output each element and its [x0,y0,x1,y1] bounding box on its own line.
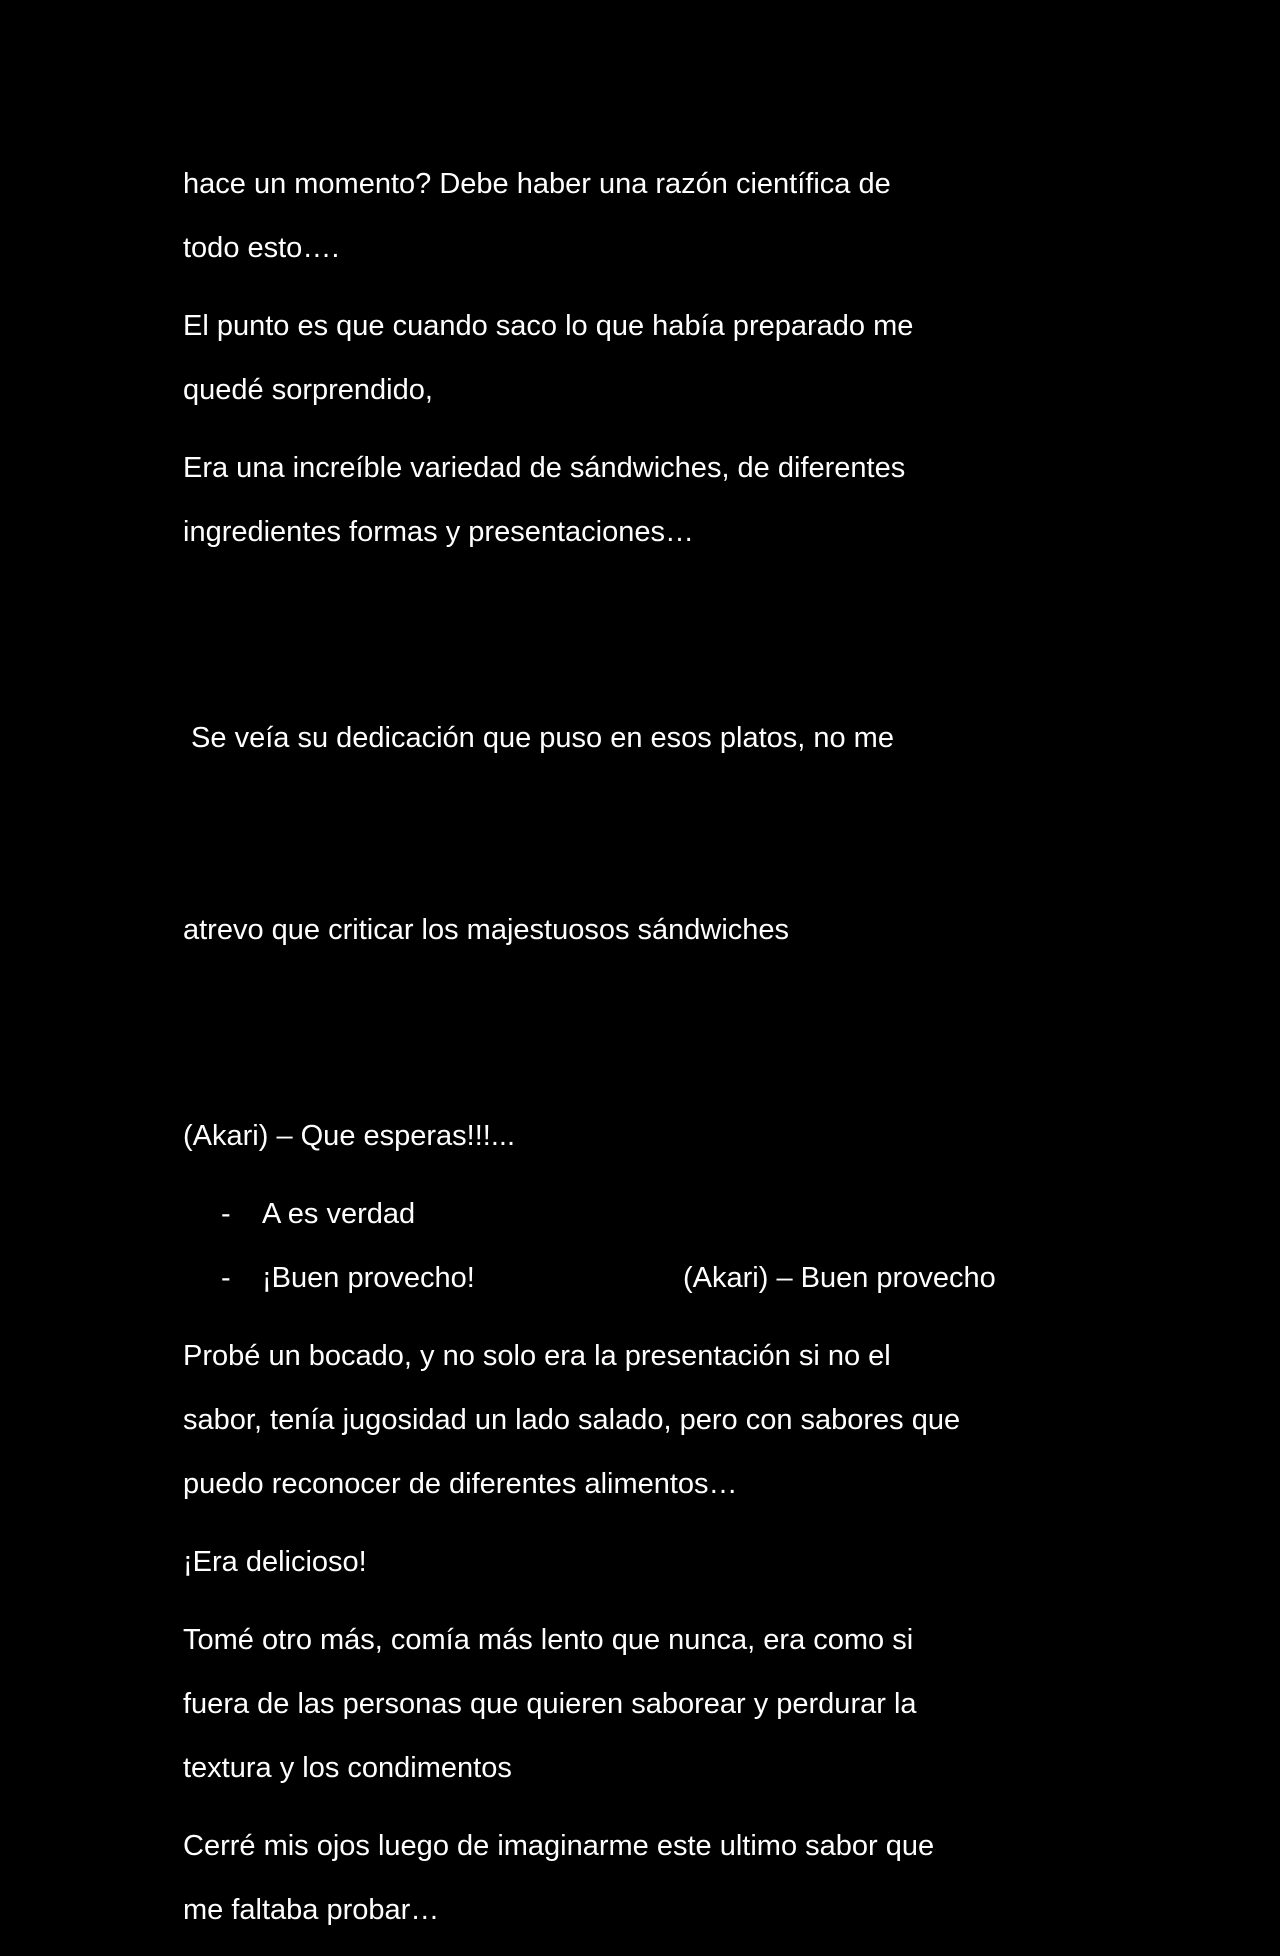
dialogue-line [183,1104,1063,1168]
text-line: ingredientes formas y presentaciones… [183,516,694,548]
paragraph [183,578,1063,1090]
bullet-dash: - [221,1198,231,1230]
text-line: Tomé otro más, comía más lento que nunca, era como si [183,1624,914,1656]
text-line: fuera de las personas que quieren saborear y perdurar la [183,1688,917,1720]
paragraph [183,1814,1063,1942]
text-line: ¡Era delicioso! [183,1546,367,1578]
choice-text: A es verdad [262,1198,416,1230]
text-line: Cerré mis ojos luego de imaginarme este ultimo sabor que [183,1830,935,1862]
text-line: atrevo que criticar los majestuosos sándwiches [183,914,790,946]
paragraph [183,294,1063,422]
text-line: hace un momento? Debe haber una razón científica de [183,168,891,200]
text-line: textura y los condimentos [183,1752,512,1784]
text-line: quedé sorprendido, [183,374,433,406]
exclamation-line [183,1530,1063,1594]
choice-response: (Akari) – Buen provecho [683,1262,996,1294]
text-column [183,152,1063,1956]
text-line: Probé un bocado, y no solo era la presentación si no el [183,1340,891,1372]
text-line: sabor, tenía jugosidad un lado salado, pero con sabores que [183,1404,961,1436]
paragraph [183,1324,1063,1516]
choice-item [183,1246,1063,1310]
text-line: todo esto…. [183,232,340,264]
text-line: Era una increíble variedad de sándwiches, de diferentes [183,452,906,484]
paragraph [183,152,1063,280]
text-line: El punto es que cuando saco lo que había preparado me [183,310,914,342]
bullet-dash: - [221,1262,231,1294]
choice-text: ¡Buen provecho! [262,1262,475,1294]
text-line: Se veía su dedicación que puso en esos platos, no me [183,722,894,754]
choice-item [183,1182,1063,1246]
text-line: me faltaba probar… [183,1894,440,1926]
paragraph [183,436,1063,564]
text-line: puedo reconocer de diferentes alimentos… [183,1468,738,1500]
text-line: (Akari) – Que esperas!!!... [183,1120,516,1152]
paragraph [183,1608,1063,1800]
choice-list [183,1182,1063,1310]
